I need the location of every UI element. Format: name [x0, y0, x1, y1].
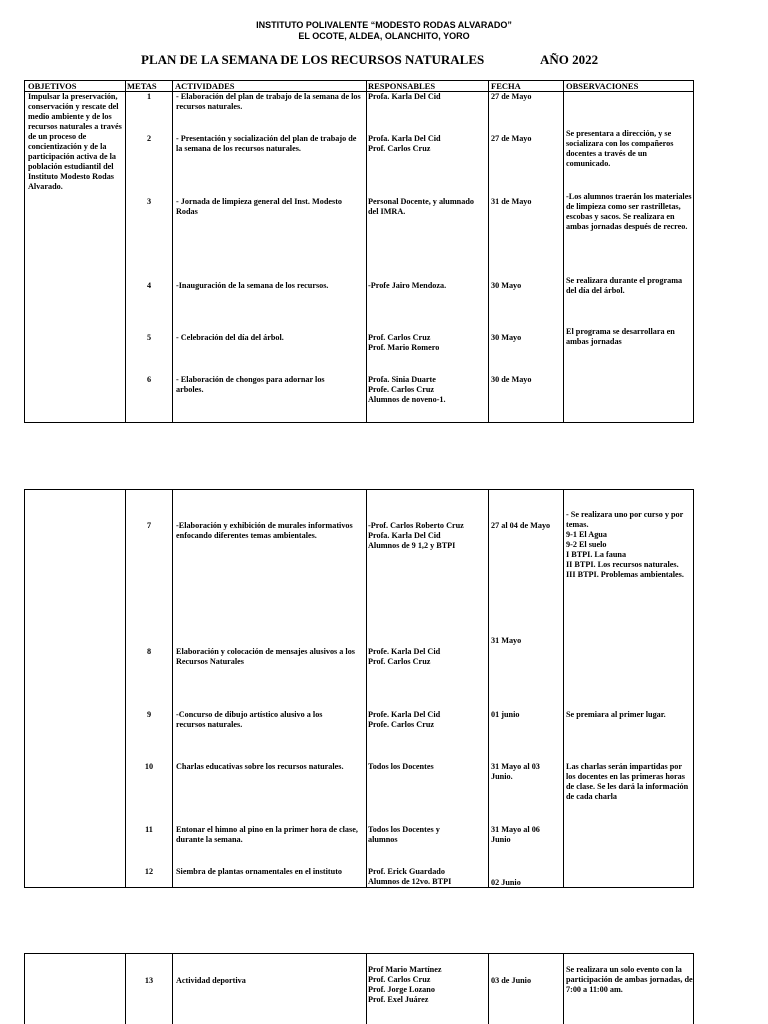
row-5-responsables: Prof. Carlos Cruz Prof. Mario Romero	[368, 333, 440, 352]
row-3-responsables: Personal Docente, y alumnado del IMRA.	[368, 197, 474, 216]
row-9-actividad: -Concurso de dibujo artístico alusivo a los recursos naturales.	[176, 710, 323, 729]
row-1-responsables: Profa. Karla Del Cid	[368, 92, 441, 101]
plan-table-1	[24, 80, 694, 423]
row-10-fecha: 31 Mayo al 03 Junio.	[491, 762, 540, 781]
row-10-responsables: Todos los Docentes	[368, 762, 434, 771]
row-6-meta: 6	[146, 375, 152, 384]
row-3-observaciones: -Los alumnos traerán los materiales de limpieza como ser rastrilletas, escobas y sacos. Se realizara en ambas jornadas después de recreo.	[566, 192, 692, 231]
row-8-fecha: 31 Mayo	[491, 636, 522, 645]
row-5-observaciones: El programa se desarrollara en ambas jornadas	[566, 327, 675, 346]
col-header-responsables: RESPONSABLES	[368, 81, 436, 91]
row-12-actividad: Siembra de plantas ornamentales en el instituto	[176, 867, 343, 876]
row-2-fecha: 27 de Mayo	[491, 134, 532, 143]
row-9-fecha: 01 junio	[491, 710, 520, 719]
row-2-observaciones: Se presentara a dirección, y se socializara con los compañeros docentes a través de un comunicado.	[566, 129, 674, 168]
row-12-meta: 12	[144, 867, 154, 876]
row-8-responsables: Profe. Karla Del Cid Prof. Carlos Cruz	[368, 647, 441, 666]
row-6-fecha: 30 de Mayo	[491, 375, 532, 384]
col-header-actividades: ACTIVIDADES	[175, 81, 235, 91]
row-7-fecha: 27 al 04 de Mayo	[491, 521, 551, 530]
institution-location: EL OCOTE, ALDEA, OLANCHITO, YORO	[298, 31, 470, 41]
institution-name: INSTITUTO POLIVALENTE “MODESTO RODAS ALVARADO”	[256, 20, 512, 30]
row-4-actividad: -Inauguración de la semana de los recursos.	[176, 281, 329, 290]
row-3-actividad: - Jornada de limpieza general del Inst. Modesto Rodas	[176, 197, 343, 216]
col-header-fecha: FECHA	[491, 81, 521, 91]
page-title: PLAN DE LA SEMANA DE LOS RECURSOS NATURALES	[141, 52, 485, 67]
row-4-observaciones: Se realizara durante el programa del día del árbol.	[566, 276, 683, 295]
row-2-actividad: - Presentación y socialización del plan de trabajo de la semana de los recursos naturales.	[176, 134, 357, 153]
row-3-fecha: 31 de Mayo	[491, 197, 532, 206]
row-10-meta: 10	[144, 762, 154, 771]
row-8-meta: 8	[146, 647, 152, 656]
row-9-responsables: Profe. Karla Del Cid Profe. Carlos Cruz	[368, 710, 441, 729]
row-4-responsables: -Profe Jairo Mendoza.	[368, 281, 447, 290]
row-5-meta: 5	[146, 333, 152, 342]
row-5-fecha: 30 Mayo	[491, 333, 522, 342]
col-header-observaciones: OBSERVACIONES	[566, 81, 639, 91]
row-13-responsables: Prof Mario Martínez Prof. Carlos Cruz Prof. Jorge Lozano Prof. Exel Juárez	[368, 965, 442, 1004]
row-2-meta: 2	[146, 134, 152, 143]
row-10-observaciones: Las charlas serán impartidas por los docentes en las primeras horas de clase. Se les dará la información de cada charla	[566, 762, 689, 801]
row-9-meta: 9	[146, 710, 152, 719]
row-7-meta: 7	[146, 521, 152, 530]
row-9-observaciones: Se premiara al primer lugar.	[566, 710, 666, 719]
row-11-responsables: Todos los Docentes y alumnos	[368, 825, 440, 844]
row-13-fecha: 03 de Junio	[491, 976, 532, 985]
row-4-fecha: 30 Mayo	[491, 281, 522, 290]
row-7-observaciones: - Se realizara uno por curso y por temas. 9-1 El Agua 9-2 El suelo I BTPI. La fauna II BTPI. Los recursos naturales. III BTPI. Problemas ambientales.	[566, 510, 684, 579]
row-1-meta: 1	[146, 92, 152, 101]
row-11-meta: 11	[145, 825, 153, 834]
col-header-metas: METAS	[127, 81, 157, 91]
row-11-actividad: Entonar el himno al pino en la primer hora de clase, durante la semana.	[176, 825, 358, 844]
objective-text: Impulsar la preservación, conservación y rescate del medio ambiente y de los recursos naturales a través de un proceso de concientización y de la participación activa de la población estudiantil del Instituto Modesto Rodas Alvarado.	[28, 92, 122, 191]
row-6-responsables: Profa. Sinia Duarte Profe. Carlos Cruz Alumnos de noveno-1.	[368, 375, 446, 404]
row-11-fecha: 31 Mayo al 06 Junio	[491, 825, 540, 844]
row-2-responsables: Profa. Karla Del Cid Prof. Carlos Cruz	[368, 134, 441, 153]
plan-year: AÑO 2022	[540, 52, 599, 67]
row-10-actividad: Charlas educativas sobre los recursos naturales.	[176, 762, 344, 771]
row-13-meta: 13	[144, 976, 154, 985]
row-4-meta: 4	[146, 281, 152, 290]
row-13-observaciones: Se realizara un solo evento con la participación de ambas jornadas, de 7:00 a 11:00 am.	[566, 965, 693, 994]
plan-table-2	[24, 489, 694, 888]
row-3-meta: 3	[146, 197, 152, 206]
row-12-responsables: Prof. Erick Guardado Alumnos de 12vo. BTPI	[368, 867, 452, 886]
plan-table-3	[24, 953, 694, 1024]
col-header-objetivos: OBJETIVOS	[28, 81, 77, 91]
row-1-actividad: - Elaboración del plan de trabajo de la semana de los recursos naturales.	[176, 92, 361, 111]
row-8-actividad: Elaboración y colocación de mensajes alusivos a los Recursos Naturales	[176, 647, 355, 666]
row-13-actividad: Actividad deportiva	[176, 976, 246, 985]
row-12-fecha: 02 Junio	[491, 878, 521, 887]
row-5-actividad: - Celebración del día del árbol.	[176, 333, 284, 342]
row-7-actividad: -Elaboración y exhibición de murales informativos enfocando diferentes temas ambientales.	[176, 521, 353, 540]
row-7-responsables: -Prof. Carlos Roberto Cruz Profa. Karla Del Cid Alumnos de 9 1,2 y BTPI	[368, 521, 464, 550]
row-6-actividad: - Elaboración de chongos para adornar los arboles.	[176, 375, 325, 394]
row-1-fecha: 27 de Mayo	[491, 92, 532, 101]
